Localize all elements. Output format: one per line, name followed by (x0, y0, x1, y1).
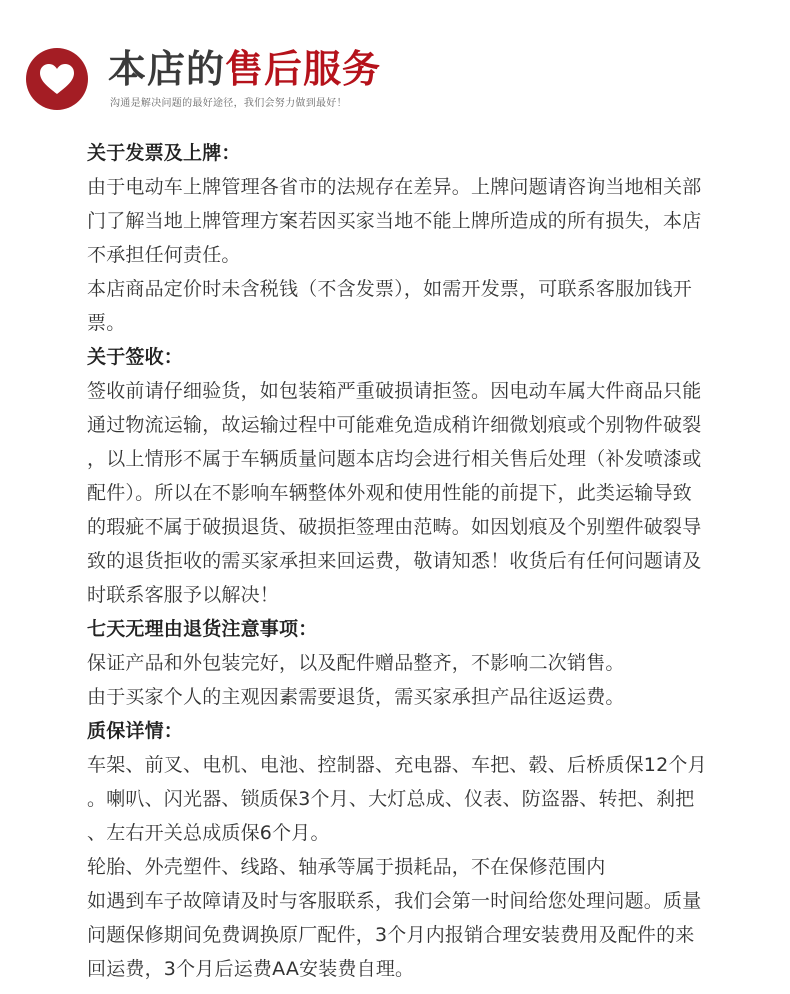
text-line: 时联系客服予以解决！ (87, 584, 280, 606)
text-line: 由于买家个人的主观因素需要退货，需买家承担产品往返运费。 (87, 686, 625, 708)
text-line: 门了解当地上牌管理方案若因买家当地不能上牌所造成的所有损失，本店 (87, 210, 702, 232)
text-line: 。喇叭、闪光器、锁质保3个月、大灯总成、仪表、防盗器、转把、刹把 (87, 788, 695, 810)
page-title (108, 44, 381, 94)
text-line: 轮胎、外壳塑件、线路、轴承等属于损耗品，不在保修范围内 (87, 856, 606, 878)
text-line: 不承担任何责任。 (87, 244, 241, 266)
text-line: 车架、前叉、电机、电池、控制器、充电器、车把、毂、后桥质保12个月 (87, 754, 707, 776)
text-line: 通过物流运输，故运输过程中可能难免造成稍许细微划痕或个别物件破裂 (87, 414, 702, 436)
heart-icon (39, 63, 75, 95)
heart-badge (26, 48, 88, 110)
text-line: 问题保修期间免费调换原厂配件，3个月内报销合理安装费用及配件的来 (87, 924, 695, 946)
title-accent: 售后服务 (225, 47, 382, 91)
text-line: ，以上情形不属于车辆质量问题本店均会进行相关售后处理（补发喷漆或 (87, 448, 702, 470)
title-main: 本店的 (108, 47, 226, 91)
text-line: 票。 (87, 312, 126, 334)
policy-content (87, 136, 763, 986)
text-line: 、左右开关总成质保6个月。 (87, 822, 330, 844)
section-heading: 关于签收： (87, 346, 184, 368)
section-heading: 七天无理由退货注意事项： (87, 618, 318, 640)
subtitle: 沟通是解决问题的最好途径，我们会努力做到最好！ (110, 98, 347, 109)
text-line: 保证产品和外包装完好，以及配件赠品整齐，不影响二次销售。 (87, 652, 625, 674)
text-line: 如遇到车子故障请及时与客服联系，我们会第一时间给您处理问题。质量 (87, 890, 702, 912)
text-line: 由于电动车上牌管理各省市的法规存在差异。上牌问题请咨询当地相关部 (87, 176, 702, 198)
section-heading: 质保详情： (87, 720, 184, 742)
section-heading: 关于发票及上牌： (87, 142, 241, 164)
text-line: 配件）。所以在不影响车辆整体外观和使用性能的前提下，此类运输导致 (87, 482, 692, 504)
text-line: 本店商品定价时未含税钱（不含发票），如需开发票，可联系客服加钱开 (87, 278, 692, 300)
text-line: 的瑕疵不属于破损退货、破损拒签理由范畴。如因划痕及个别塑件破裂导 (87, 516, 702, 538)
text-line: 回运费，3个月后运费AA安装费自理。 (87, 958, 415, 980)
text-line: 签收前请仔细验货，如包装箱严重破损请拒签。因电动车属大件商品只能 (87, 380, 702, 402)
header (26, 40, 766, 110)
text-line: 致的退货拒收的需买家承担来回运费，敬请知悉！收货后有任何问题请及 (87, 550, 702, 572)
